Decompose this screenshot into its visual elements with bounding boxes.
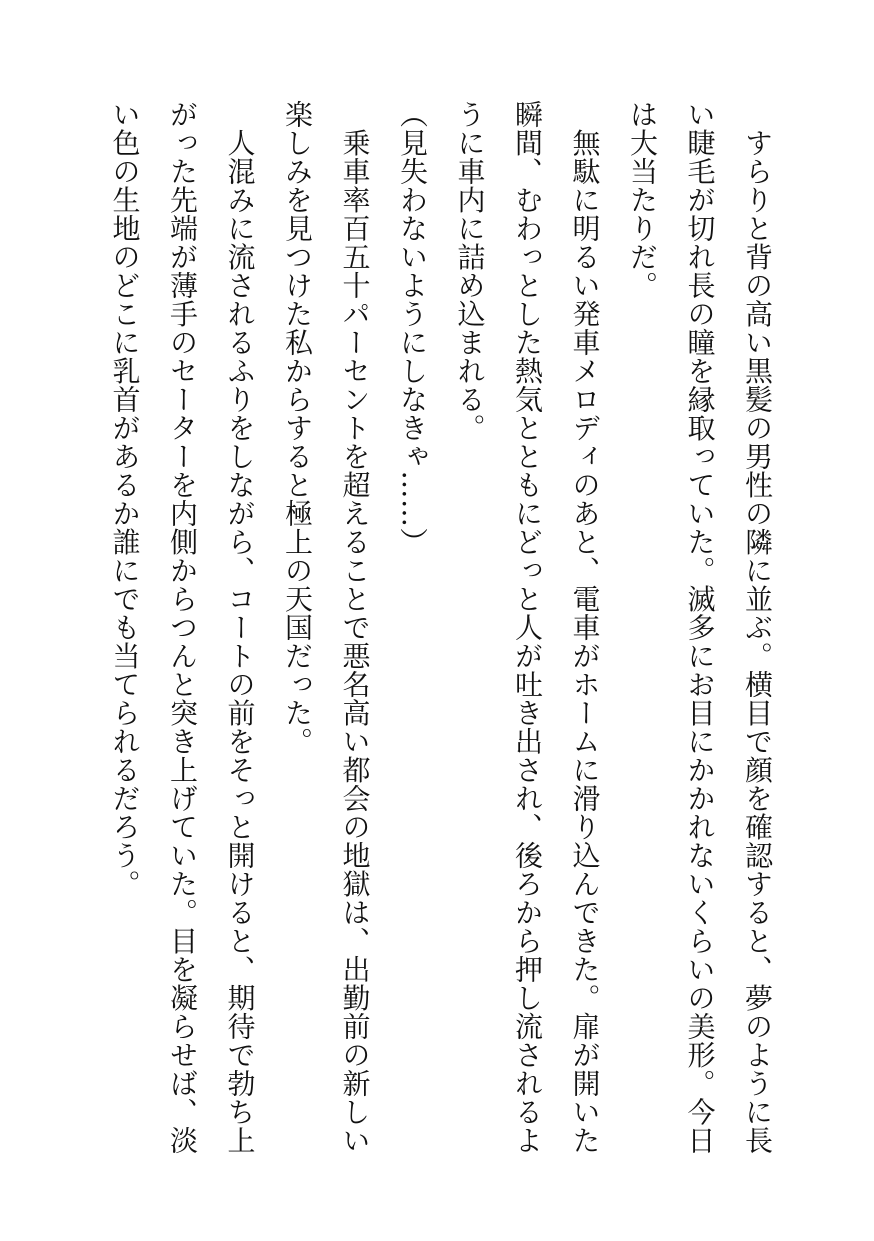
vertical-text-body xyxy=(66,100,786,1160)
paragraph-5: 人混みに流されるふりをしながら、コートの前をそっと開けると、期待で勃ち上がった先端が薄手のセーターを内側からつんと突き上げていた。目を凝らせば、淡い色の生地のどこに乳首があるか誰にでも当てられるだろう。 xyxy=(108,100,257,1155)
paragraph-1: すらりと背の高い黒髪の男性の隣に並ぶ。横目で顔を確認すると、夢のように長い睫毛が切れ長の瞳を縁取っていた。滅多にお目にかかれないくらいの美形。今日は大当たりだ。 xyxy=(626,100,774,1155)
paragraph-3: （見失わないようにしなきゃ……） xyxy=(396,100,429,556)
paragraph-4: 乗車率百五十パーセントを超えることで悪名高い都会の地獄は、出勤前の新しい楽しみを見つけた私からすると極上の天国だった。 xyxy=(281,100,372,1155)
paragraph-2: 無駄に明るい発車メロディのあと、電車がホームに滑り込んできた。扉が開いた瞬間、むわっとした熱気とともにどっと人が吐き出され、後ろから押し流されるように車内に詰め込まれる。 xyxy=(453,100,602,1155)
